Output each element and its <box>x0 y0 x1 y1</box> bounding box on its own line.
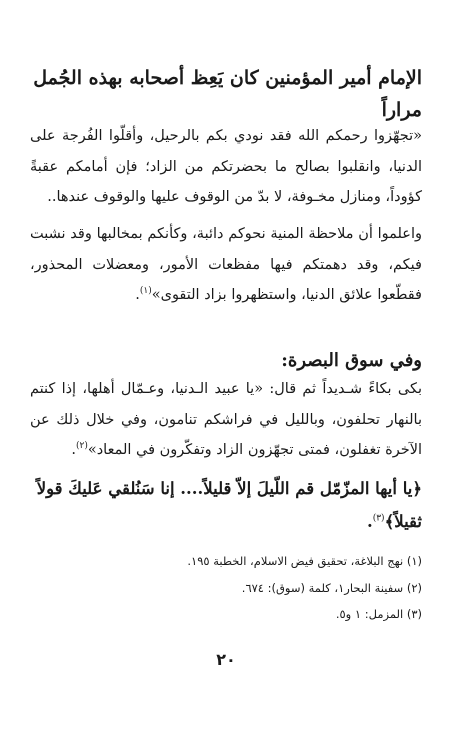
footnote-ref-2: (٢) <box>75 441 88 452</box>
quran-verse: ﴿يا أيها المزّمّل قم اللّيلَ إلاّ قليلاً.... إنا سَنُلقي عَليكَ قولاً ثقيلاً﴾$^{(٣)}$. <box>36 479 422 531</box>
footnote-1: (١) نهج البلاغة، تحقيق فيض الاسلام، الخطبة ١٩٥. <box>187 554 422 568</box>
quran-verse-text: ﴿يا أيها المزّمّل قم اللّيلَ إلاّ قليلاً.... إنا سَنُلقي عَليكَ قولاً ثقيلاً﴾ <box>36 479 422 531</box>
paragraph-sermon-2: واعلموا أن ملاحظة المنية نحوكم دائبة، وكأنكم بمخالبها وقد نشبت فيكم، وقد دهمتكم فيها مفظعات الأمور، ومعضلات المحذور، فقطّعوا علائق الدنيا، واستظهروا بزاد التقوى»$^{(١)}$. <box>30 226 422 303</box>
paragraph-sermon-1: «تجهّزوا رحمكم الله فقد نودي بكم بالرحيل، وأقلّوا الفُرجة على الدنيا، وانقلبوا بصالح ما بحضرتكم من الزاد؛ فإن أمامكم عقبةً كؤوداً، ومنازل مخـوفة، لا بدّ من الوقوف عليها والوقوف عندها.. <box>30 128 422 205</box>
footnote-2: (٢) سفينة البحار١، كلمة (سوق): ٦٧٤. <box>241 580 422 595</box>
footnote-3: (٣) المزمل: ١ و٥. <box>335 607 422 621</box>
book-page <box>30 0 422 738</box>
footnotes <box>30 548 422 628</box>
paragraph-basra-text: بكى بكاءً شـديداً ثم قال: «يا عبيد الـدنيا، وعـمّال أهلها، إذا كنتم بالنهار تحلفون، وبالليل في فراشكم تنامون، وفي خلال ذلك عن الآخرة تغفلون، فمتى تجهّزون الزاد وتفكّرون في المعاد» <box>30 381 422 458</box>
footnote-ref-1: (١) <box>139 286 152 297</box>
paragraph-sermon-2-text: واعلموا أن ملاحظة المنية نحوكم دائبة، وكأنكم بمخالبها وقد نشبت فيكم، وقد دهمتكم فيها مفظعات الأمور، ومعضلات المحذور، فقطّعوا علائق الدنيا، واستظهروا بزاد التقوى» <box>30 226 422 303</box>
section-heading-imam: الإمام أمير المؤمنين كان يَعِظ أصحابه بهذه الجُمل مراراً <box>33 67 422 121</box>
footnote-ref-3: (٣) <box>372 513 385 524</box>
page-number: ٢٠ <box>216 650 236 669</box>
paragraph-basra: بكى بكاءً شـديداً ثم قال: «يا عبيد الـدنيا، وعـمّال أهلها، إذا كنتم بالنهار تحلفون، وبالليل في فراشكم تنامون، وفي خلال ذلك عن الآخرة تغفلون، فمتى تجهّزون الزاد وتفكّرون في المعاد»$^{(٢)}$. <box>30 381 422 458</box>
section-heading-basra: وفي سوق البصرة: <box>281 350 422 371</box>
